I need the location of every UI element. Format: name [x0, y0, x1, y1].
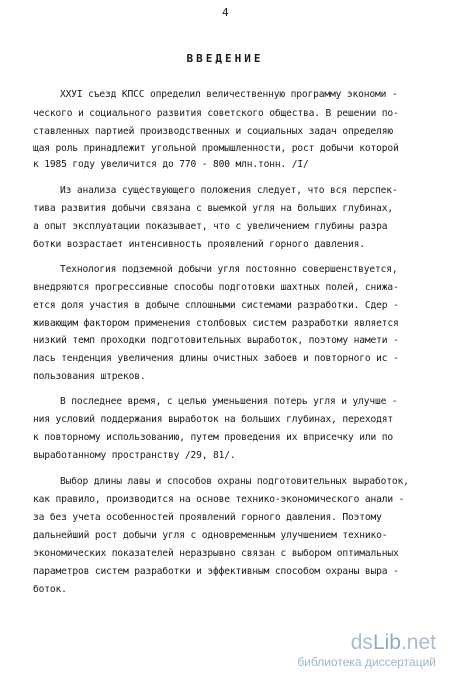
text-line: внедряются прогрессивные способы подготовки шахтных полей, снижа- [33, 282, 399, 293]
text-line: как правило, производится на основе технико-экономического анали - [33, 494, 405, 505]
text-line: низкий темп проходки подготовительных выработок, поэтому намети - [33, 335, 399, 346]
watermark-brand-net: .net [400, 631, 436, 654]
text-line: к повторному использованию, путем проведения их вприсечку или по [33, 432, 394, 443]
text-line: живающим фактором применения столбовых систем разработки является [33, 318, 399, 329]
watermark-brand-lib: Lib [372, 631, 401, 654]
text-line: В последнее время, с целью уменьшения потерь угля и улучше - [60, 396, 398, 407]
text-line: а опыт эксплуатации показывает, что с увеличением глубины разра [33, 221, 388, 232]
page-number: 4 [222, 6, 229, 19]
watermark [297, 631, 436, 669]
watermark-logo [297, 631, 436, 655]
text-line: ботки возрастает интенсивность проявлений горного давления. [33, 239, 365, 250]
text-line: параметров систем разработки и эффективным способом охраны выра - [33, 566, 399, 577]
text-line: ставленных партией производственных и социальных задач определяю [33, 126, 394, 137]
text-line: выработанному пространству /29, 81/. [33, 450, 236, 461]
text-line: щая роль принадлежит угольной промышленности, рост добычи которой [33, 143, 399, 154]
text-line: XXУI съезд КПСС определил величественную программу экономи - [60, 89, 398, 100]
text-line: лась тенденция увеличения длины очистных забоев и повторного ис - [33, 353, 399, 364]
text-line: Технология подземной добычи угля постоянно совершенствуется, [60, 264, 398, 275]
text-line: ния условий поддержания выработок на больших глубинах, переходят [33, 414, 394, 425]
text-line: боток. [33, 584, 67, 595]
text-line: ческого и социального развития советского общества. В решении по- [33, 108, 399, 119]
text-line: дальнейший рост добычи угля с одновременным улучшением технико- [33, 530, 388, 541]
text-line: за без учета особенностей проявлений горного давления. Поэтому [33, 512, 382, 523]
text-line: Выбор длины лавы и способов охраны подготовительных выработок, [60, 476, 409, 487]
text-line: к 1985 году увеличится до 770 - 800 млн.тонн. /I/ [33, 159, 309, 170]
text-line: пользования штреков. [33, 371, 146, 382]
text-line: тива развития добычи связана с выемкой угля на больших глубинах, [33, 203, 394, 214]
text-line: экономических показателей неразрывно связан с выбором оптимальных [33, 548, 399, 559]
watermark-subtitle: библиотека диссертаций [297, 655, 436, 669]
text-line: ется доля участия в добыче сплошными системами разработки. Сдер - [33, 300, 399, 311]
text-line: Из анализа существующего положения следует, что вся перспек- [60, 185, 398, 196]
section-title: ВВЕДЕНИЕ [186, 52, 264, 65]
watermark-brand-ds: ds [350, 631, 373, 654]
